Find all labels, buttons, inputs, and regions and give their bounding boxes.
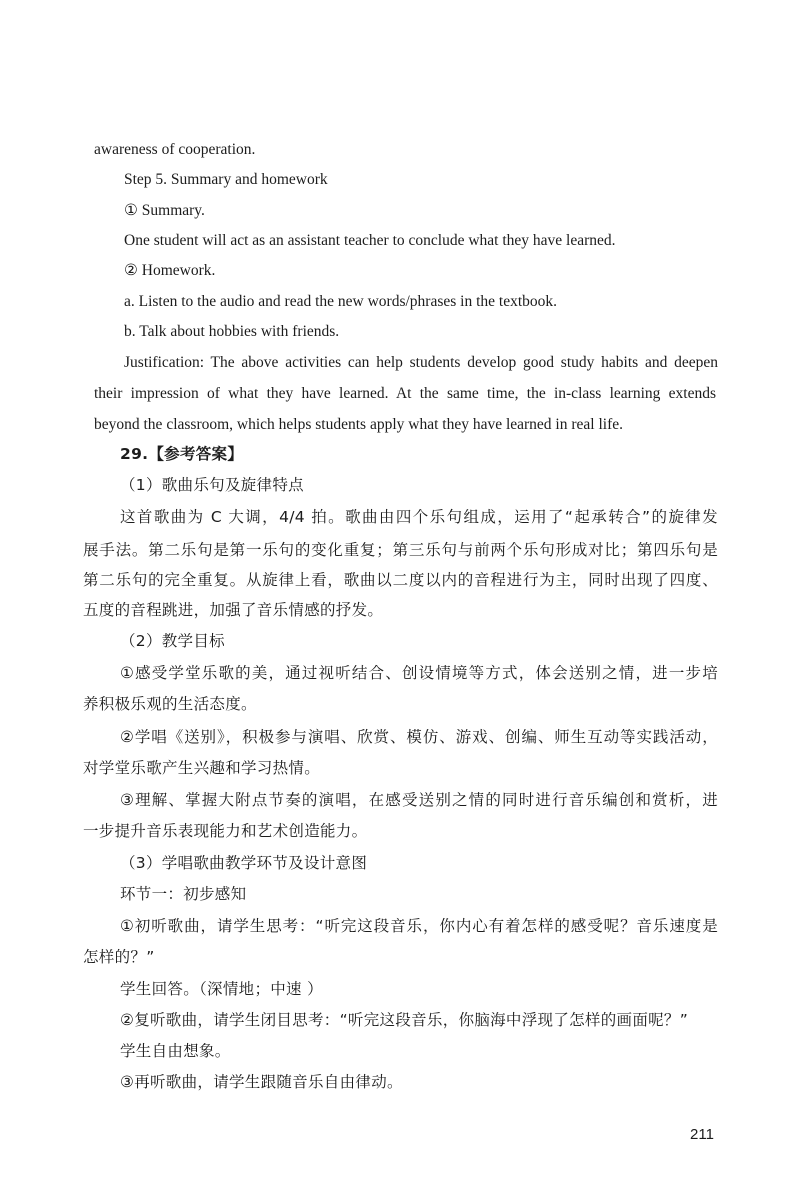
stage1-answer1: 学生回答。（深情地；中速 ） — [120, 980, 323, 998]
summary-label: ① Summary. — [124, 202, 205, 219]
answer-heading: 29.【参考答案】 — [120, 445, 244, 463]
section1-para-line-2: 展手法。第二乐句是第一乐句的变化重复；第三乐句与前两个乐句形成对比；第四乐句是 — [83, 541, 718, 559]
justification-line-1: Justification: The above activities can help students develop good study habits and deepen — [124, 354, 718, 371]
justification-line-3: beyond the classroom, which helps students apply what they have learned in real life. — [94, 416, 623, 433]
goal2-line-2: 对学堂乐歌产生兴趣和学习热情。 — [83, 759, 321, 777]
summary-text: One student will act as an assistant teacher to conclude what they have learned. — [124, 232, 616, 249]
section3-heading: （3）学唱歌曲教学环节及设计意图 — [120, 854, 368, 872]
stage1-heading: 环节一：初步感知 — [120, 885, 247, 903]
stage1-answer2: 学生自由想象。 — [120, 1042, 231, 1060]
section1-para-line-3: 第二乐句的完全重复。从旋律上看，歌曲以二度以内的音程进行为主，同时出现了四度、 — [83, 571, 718, 589]
section2-heading: （2）教学目标 — [120, 632, 225, 650]
justification-line-2: their impression of what they have learned. At the same time, the in-class learning extends — [94, 385, 716, 402]
goal3-line-2: 一步提升音乐表现能力和艺术创造能力。 — [83, 822, 368, 840]
homework-label: ② Homework. — [124, 262, 216, 279]
goal1-line-2: 养积极乐观的生活态度。 — [83, 695, 257, 713]
stage1-item1-line-2: 怎样的？” — [83, 948, 155, 966]
stage1-item3: ③再听歌曲，请学生跟随音乐自由律动。 — [120, 1073, 403, 1091]
page-number: 211 — [690, 1126, 714, 1143]
text-line-cooperation: awareness of cooperation. — [94, 141, 256, 158]
goal2-line-1: ②学唱《送别》，积极参与演唱、欣赏、模仿、游戏、创编、师生互动等实践活动， — [120, 728, 718, 746]
section1-para-line-4: 五度的音程跳进，加强了音乐情感的抒发。 — [83, 601, 384, 619]
goal1-line-1: ①感受学堂乐歌的美，通过视听结合、创设情境等方式，体会送别之情，进一步培 — [120, 664, 718, 682]
stage1-item1-line-1: ①初听歌曲，请学生思考：“听完这段音乐，你内心有着怎样的感受呢？音乐速度是 — [120, 917, 718, 935]
goal3-line-1: ③理解、掌握大附点节奏的演唱，在感受送别之情的同时进行音乐编创和赏析，进 — [120, 791, 718, 809]
section1-heading: （1）歌曲乐句及旋律特点 — [120, 476, 304, 494]
stage1-item2: ②复听歌曲，请学生闭目思考：“听完这段音乐，你脑海中浮现了怎样的画面呢？” — [120, 1011, 689, 1029]
step5-heading: Step 5. Summary and homework — [124, 171, 328, 188]
homework-item-b: b. Talk about hobbies with friends. — [124, 323, 340, 340]
section1-para-line-1: 这首歌曲为 C 大调，4/4 拍。歌曲由四个乐句组成，运用了“起承转合”的旋律发 — [120, 508, 718, 526]
homework-item-a: a. Listen to the audio and read the new words/phrases in the textbook. — [124, 293, 558, 310]
